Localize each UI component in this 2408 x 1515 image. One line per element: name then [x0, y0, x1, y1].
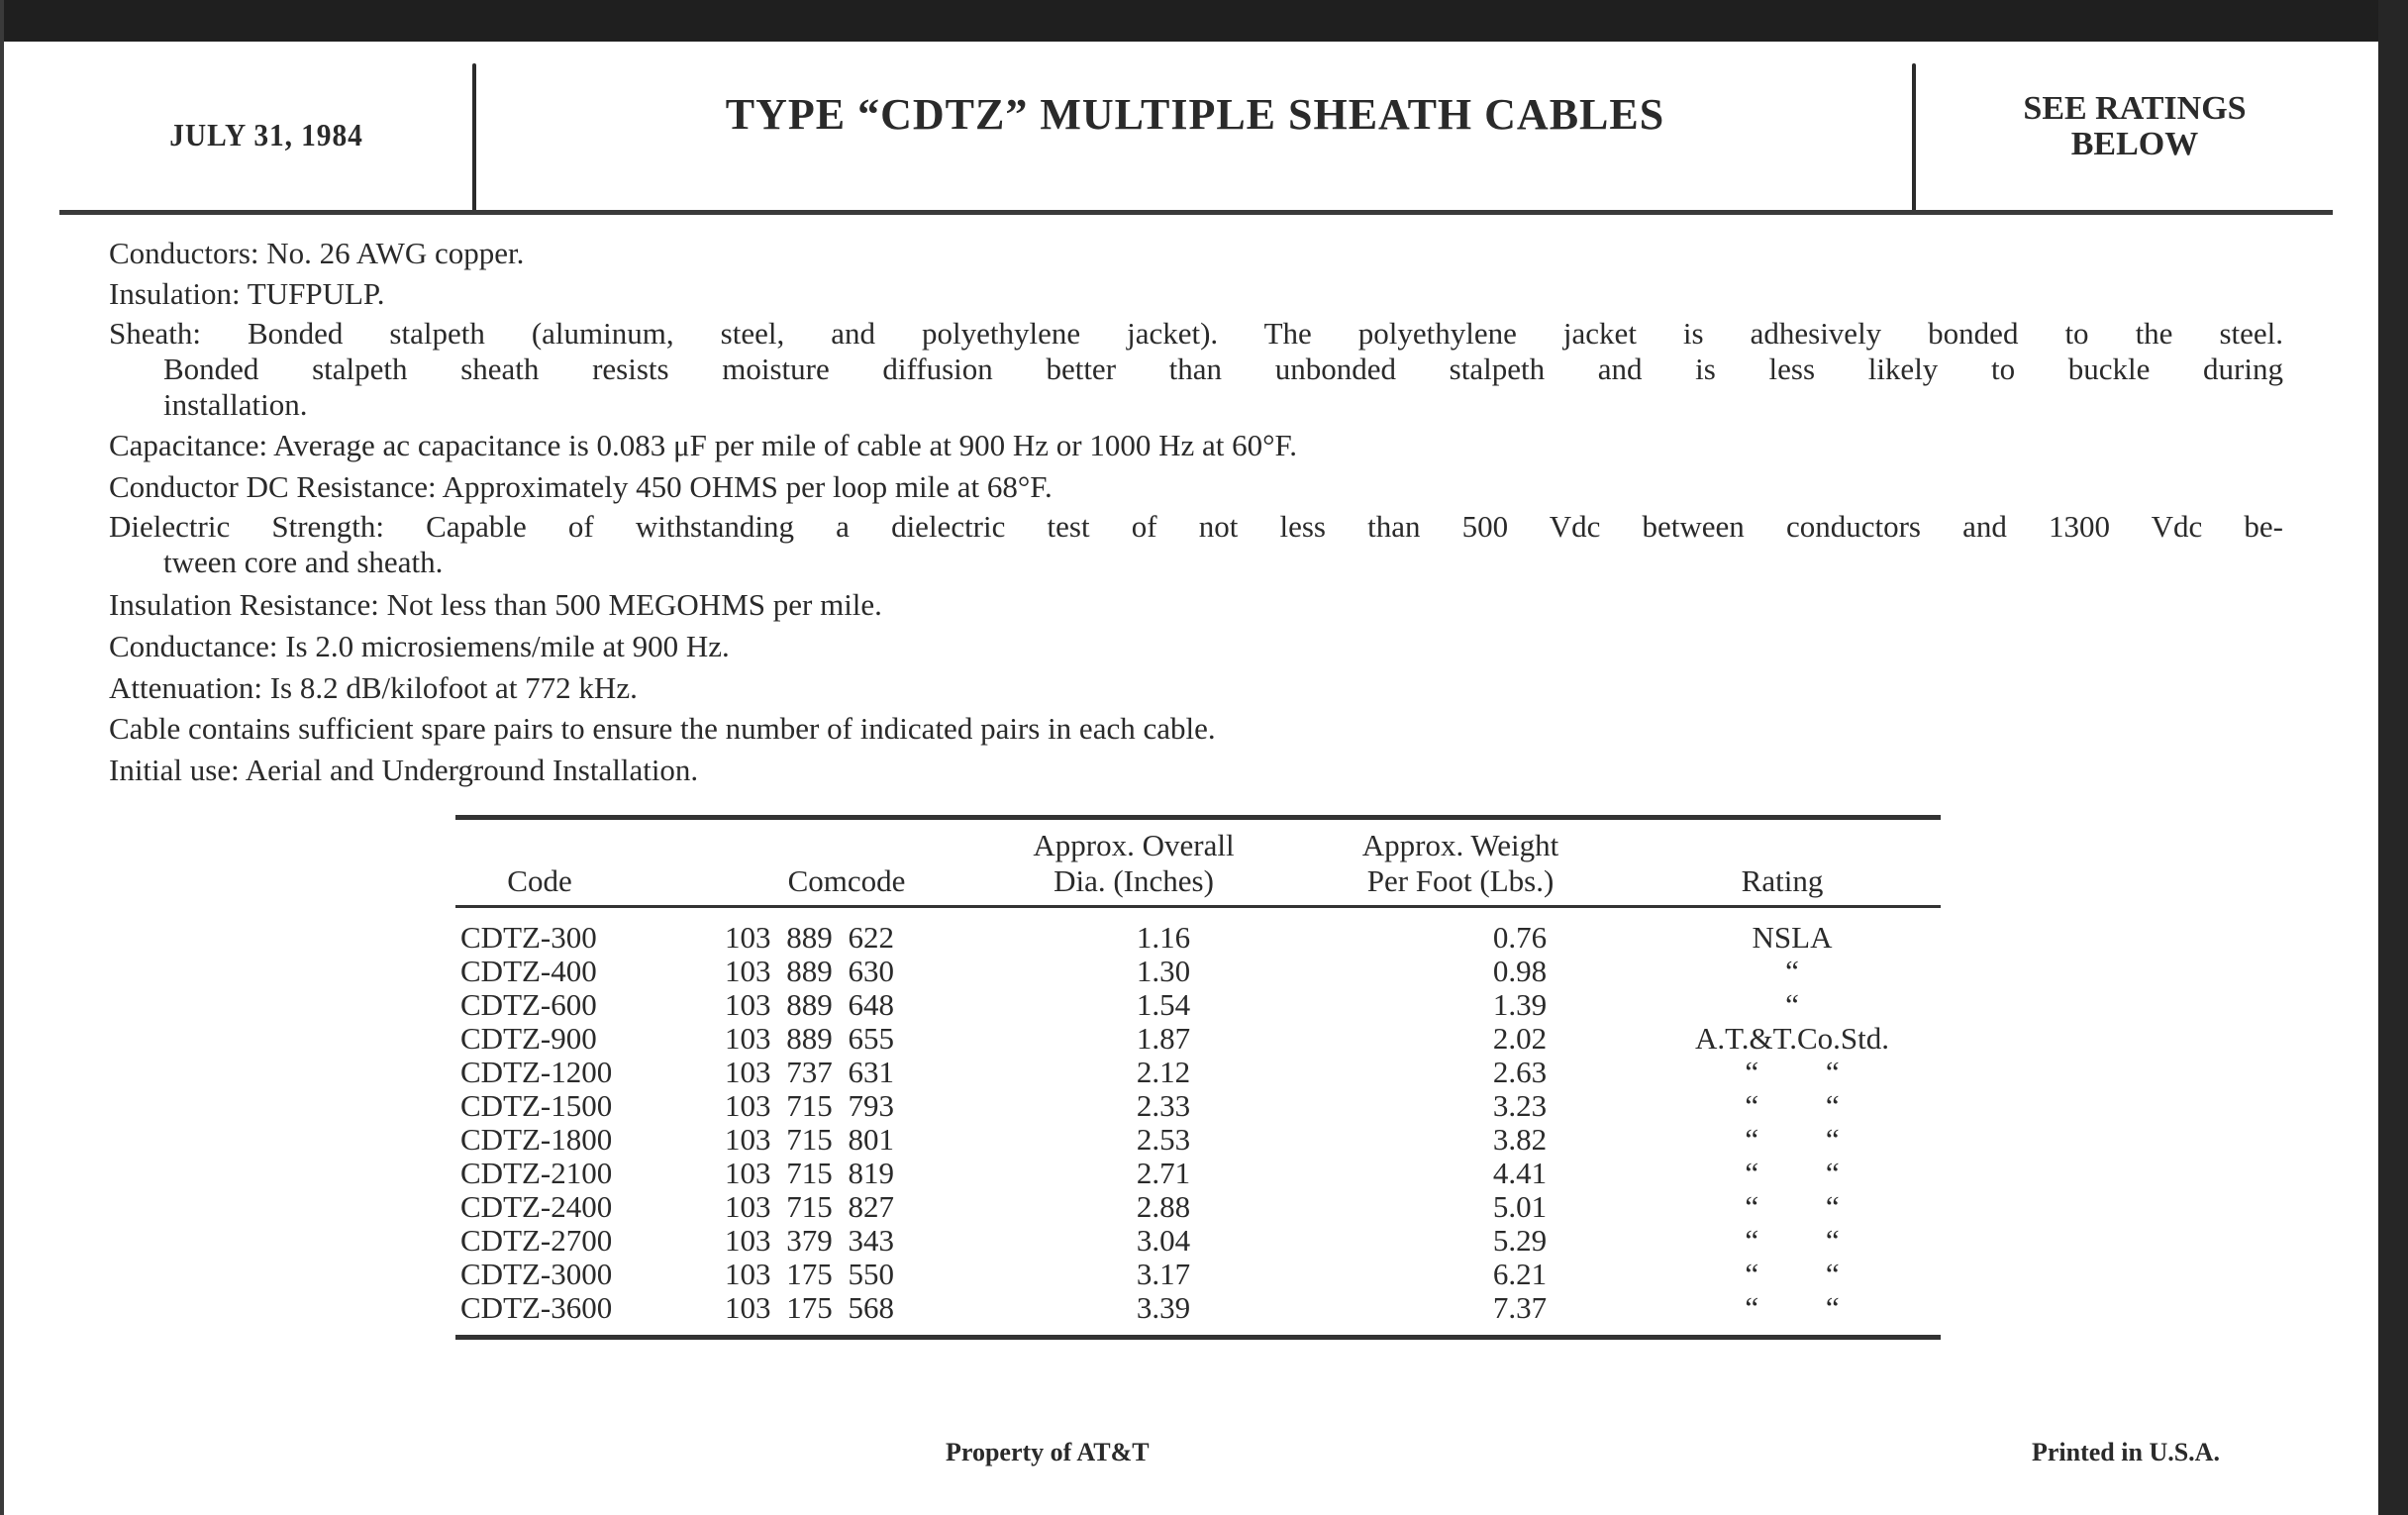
cell-rating: “ “ [1745, 1088, 1840, 1123]
cell-weight: 2.63 [1492, 1055, 1548, 1089]
table-top-rule [455, 815, 1941, 820]
cell-diameter: 1.16 [1136, 920, 1191, 955]
footer-property: Property of AT&T [946, 1438, 1150, 1466]
cell-code: CDTZ-2100 [460, 1156, 613, 1190]
spec-dc-resistance: Conductor DC Resistance: Approximately 450 OHMS per loop mile at 68°F. [109, 469, 1053, 504]
cell-rating: “ “ [1745, 1223, 1840, 1258]
table-row [455, 1056, 1941, 1089]
cell-weight: 0.76 [1492, 920, 1548, 955]
table-bottom-rule [455, 1335, 1941, 1340]
table-row [455, 1258, 1941, 1291]
spec-sheath-line1: Sheath: Bonded stalpeth (aluminum, steel, and polyethylene jacket). The polyethylene jacket is adhesively bonded to the steel. [109, 316, 2283, 351]
spec-insulation-resistance: Insulation Resistance: Not less than 500 MEGOHMS per mile. [109, 587, 882, 622]
ratings-note-line1: SEE RATINGS [2023, 90, 2247, 127]
header-divider-left [472, 63, 476, 214]
cell-code: CDTZ-3600 [460, 1290, 613, 1325]
cell-rating: “ [1785, 954, 1799, 988]
col-header-diameter-line1: Approx. Overall [1033, 828, 1235, 862]
table-row [455, 1022, 1941, 1056]
cell-diameter: 1.87 [1136, 1021, 1191, 1056]
cell-weight: 0.98 [1492, 954, 1548, 988]
cell-diameter: 2.12 [1136, 1055, 1191, 1089]
cell-comcode: 103 715 827 [725, 1189, 894, 1224]
table-row [455, 1291, 1941, 1325]
cell-comcode: 103 379 343 [725, 1223, 894, 1258]
cell-comcode: 103 715 793 [725, 1088, 894, 1123]
cell-diameter: 3.39 [1136, 1290, 1191, 1325]
ratings-note-line2: BELOW [2070, 126, 2199, 162]
cell-rating: “ “ [1745, 1055, 1840, 1089]
cell-rating: A.T.&T.Co.Std. [1694, 1021, 1890, 1056]
cell-weight: 4.41 [1492, 1156, 1548, 1190]
cell-code: CDTZ-600 [460, 987, 597, 1022]
col-header-code: Code [507, 863, 572, 898]
cell-diameter: 1.30 [1136, 954, 1191, 988]
table-row [455, 921, 1941, 955]
cell-diameter: 1.54 [1136, 987, 1191, 1022]
cell-code: CDTZ-3000 [460, 1257, 613, 1291]
cell-diameter: 2.33 [1136, 1088, 1191, 1123]
table-row [455, 1190, 1941, 1224]
col-header-rating: Rating [1741, 863, 1824, 898]
scan-border-left [0, 0, 4, 1515]
cell-rating: “ [1785, 987, 1799, 1022]
cell-diameter: 3.04 [1136, 1223, 1191, 1258]
cell-diameter: 3.17 [1136, 1257, 1191, 1291]
cell-code: CDTZ-400 [460, 954, 597, 988]
table-header-rule [455, 905, 1941, 908]
cell-weight: 3.82 [1492, 1122, 1548, 1157]
cell-code: CDTZ-2400 [460, 1189, 613, 1224]
scan-border-top [0, 0, 2408, 42]
table-row [455, 988, 1941, 1022]
col-header-weight-line2: Per Foot (Lbs.) [1366, 863, 1555, 898]
cell-code: CDTZ-300 [460, 920, 597, 955]
spec-conductance: Conductance: Is 2.0 microsiemens/mile at 900 Hz. [109, 629, 730, 663]
spec-conductors: Conductors: No. 26 AWG copper. [109, 236, 525, 270]
table-row [455, 1224, 1941, 1258]
col-header-weight-line1: Approx. Weight [1361, 828, 1559, 862]
cell-rating: “ “ [1745, 1257, 1840, 1291]
cell-comcode: 103 889 630 [725, 954, 894, 988]
spec-dielectric-line2: tween core and sheath. [163, 545, 444, 579]
cell-code: CDTZ-1800 [460, 1122, 613, 1157]
table-row [455, 955, 1941, 988]
cell-code: CDTZ-1200 [460, 1055, 613, 1089]
cell-weight: 3.23 [1492, 1088, 1548, 1123]
cell-comcode: 103 715 801 [725, 1122, 894, 1157]
cell-weight: 5.01 [1492, 1189, 1548, 1224]
cell-comcode: 103 175 550 [725, 1257, 894, 1291]
spec-insulation: Insulation: TUFPULP. [109, 276, 385, 311]
spec-sheath [109, 316, 2283, 423]
cell-diameter: 2.53 [1136, 1122, 1191, 1157]
col-header-weight [1317, 828, 1604, 899]
cell-rating: “ “ [1745, 1122, 1840, 1157]
cell-code: CDTZ-900 [460, 1021, 597, 1056]
cell-code: CDTZ-2700 [460, 1223, 613, 1258]
cell-code: CDTZ-1500 [460, 1088, 613, 1123]
spec-spare-pairs: Cable contains sufficient spare pairs to ensure the number of indicated pairs in each cable. [109, 711, 1216, 746]
header-rule [59, 210, 2333, 215]
cell-weight: 1.39 [1492, 987, 1548, 1022]
cell-rating: “ “ [1745, 1156, 1840, 1190]
spec-sheath-line2: Bonded stalpeth sheath resists moisture diffusion better than unbonded stalpeth and is less likely to buckle during [163, 352, 2283, 386]
spec-sheath-line3: installation. [163, 387, 308, 422]
spec-initial-use: Initial use: Aerial and Underground Installation. [109, 753, 699, 787]
spec-attenuation: Attenuation: Is 8.2 dB/kilofoot at 772 kHz. [109, 670, 638, 705]
cell-rating: “ “ [1745, 1290, 1840, 1325]
cell-comcode: 103 889 648 [725, 987, 894, 1022]
table-row [455, 1123, 1941, 1157]
col-header-diameter-line2: Dia. (Inches) [1054, 863, 1214, 898]
cell-diameter: 2.88 [1136, 1189, 1191, 1224]
spec-capacitance: Capacitance: Average ac capacitance is 0.083 μF per mile of cable at 900 Hz or 1000 Hz at 60°F. [109, 428, 1298, 462]
cell-rating: NSLA [1752, 920, 1833, 955]
footer-printed: Printed in U.S.A. [2032, 1438, 2220, 1466]
cell-comcode: 103 715 819 [725, 1156, 894, 1190]
cell-weight: 2.02 [1492, 1021, 1548, 1056]
scan-border-right [2378, 0, 2408, 1515]
cell-comcode: 103 889 655 [725, 1021, 894, 1056]
cell-comcode: 103 175 568 [725, 1290, 894, 1325]
cell-weight: 5.29 [1492, 1223, 1548, 1258]
cell-rating: “ “ [1745, 1189, 1840, 1224]
table-row [455, 1089, 1941, 1123]
ratings-note [1917, 91, 2353, 162]
document-title: TYPE “CDTZ” MULTIPLE SHEATH CABLES [725, 90, 1665, 139]
cell-weight: 7.37 [1492, 1290, 1548, 1325]
table-row [455, 1157, 1941, 1190]
col-header-comcode: Comcode [787, 863, 906, 898]
cell-weight: 6.21 [1492, 1257, 1548, 1291]
cell-comcode: 103 737 631 [725, 1055, 894, 1089]
header-divider-right [1912, 63, 1916, 214]
spec-dielectric-line1: Dielectric Strength: Capable of withstanding a dielectric test of not less than 500 Vdc between conductors and 1300 Vdc be- [109, 509, 2283, 544]
spec-dielectric-strength [109, 509, 2283, 580]
document-date: JULY 31, 1984 [169, 117, 363, 152]
cell-diameter: 2.71 [1136, 1156, 1191, 1190]
cell-comcode: 103 889 622 [725, 920, 894, 955]
col-header-diameter [995, 828, 1272, 899]
